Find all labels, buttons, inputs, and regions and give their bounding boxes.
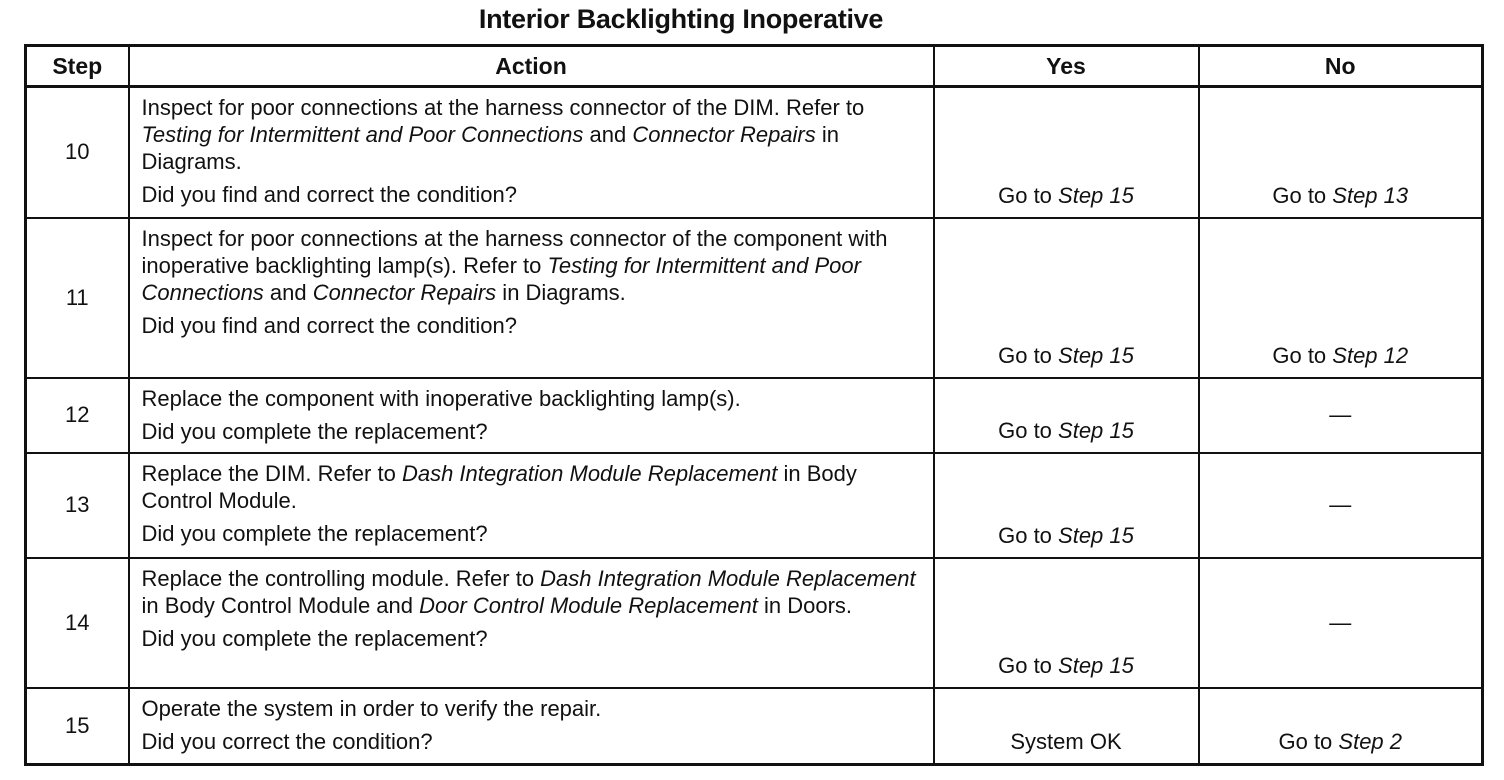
table-row (26, 87, 1483, 218)
yes-result: System OK (934, 688, 1199, 765)
step-reference: Step 15 (1058, 342, 1134, 368)
no-result: Go to Step 13 (1199, 87, 1483, 218)
action-cell (129, 218, 934, 378)
header-action: Action (129, 46, 934, 87)
no-result: Go to Step 12 (1199, 218, 1483, 378)
yes-result: Go to Step 15 (934, 378, 1199, 453)
action-cell (129, 558, 934, 688)
yes-result: Go to Step 15 (934, 218, 1199, 378)
yes-result: Go to Step 15 (934, 453, 1199, 558)
step-number: 12 (26, 378, 129, 453)
table-row (26, 558, 1483, 688)
page-title: Interior Backlighting Inoperative (478, 4, 884, 34)
table-row (26, 378, 1483, 453)
action-text: Replace the controlling module. Refer to Dash Integration Module Replacement in Body Control Module and Door Control Module Replacement in Doors. (141, 565, 916, 618)
yes-result: Go to Step 15 (934, 558, 1199, 688)
action-text: Replace the DIM. Refer to Dash Integration Module Replacement in Body Control Module. (141, 460, 857, 513)
no-result: — (1199, 453, 1483, 558)
header-no: No (1199, 46, 1483, 87)
no-result: — (1199, 378, 1483, 453)
action-text: Inspect for poor connections at the harness connector of the DIM. Refer to Testing for Intermittent and Poor Connections and Connector Repairs in Diagrams. (141, 95, 865, 174)
reference-link: Dash Integration Module Replacement (540, 565, 916, 591)
table-row (26, 218, 1483, 378)
step-reference: Step 15 (1058, 522, 1134, 548)
action-text: Inspect for poor connections at the harness connector of the component with inoperative backlighting lamp(s). Refer to Testing for Intermittent and Poor Connections and Connector Repairs in Diagrams. (141, 225, 888, 305)
header-yes: Yes (934, 46, 1199, 87)
action-cell (129, 688, 934, 765)
reference-link: Dash Integration Module Replacement (401, 460, 778, 486)
step-reference: Step 12 (1332, 342, 1409, 368)
step-number: 11 (26, 218, 129, 378)
action-text: Operate the system in order to verify the repair. (141, 695, 602, 721)
reference-link: Testing for Intermittent and Poor Connections (141, 122, 584, 147)
step-reference: Step 2 (1338, 729, 1403, 754)
action-question: Did you find and correct the condition? (141, 182, 517, 207)
yes-result: Go to Step 15 (934, 87, 1199, 218)
table-row (26, 688, 1483, 765)
reference-link: Door Control Module Replacement (419, 592, 758, 618)
action-cell (129, 453, 934, 558)
action-question: Did you correct the condition? (141, 728, 433, 754)
step-number: 15 (26, 688, 129, 765)
diagnostic-table (24, 44, 1484, 766)
step-number: 10 (26, 87, 129, 218)
step-reference: Step 15 (1058, 417, 1134, 443)
reference-link: Connector Repairs (312, 279, 497, 305)
step-reference: Step 13 (1332, 182, 1409, 208)
header-row (26, 46, 1483, 87)
action-question: Did you complete the replacement? (141, 418, 488, 444)
step-reference: Step 15 (1058, 182, 1134, 208)
reference-link: Testing for Intermittent and Poor Connections (141, 252, 861, 305)
header-step: Step (26, 46, 129, 87)
no-result: Go to Step 2 (1199, 688, 1483, 765)
action-question: Did you complete the replacement? (141, 625, 488, 651)
action-cell (129, 378, 934, 453)
step-number: 13 (26, 453, 129, 558)
action-text: Replace the component with inoperative backlighting lamp(s). (141, 385, 741, 411)
no-result: — (1199, 558, 1483, 688)
table-row (26, 453, 1483, 558)
step-reference: Step 15 (1058, 652, 1134, 678)
action-question: Did you complete the replacement? (141, 520, 488, 546)
step-number: 14 (26, 558, 129, 688)
action-question: Did you find and correct the condition? (141, 312, 517, 338)
reference-link: Connector Repairs (632, 122, 816, 147)
action-cell (129, 87, 934, 218)
